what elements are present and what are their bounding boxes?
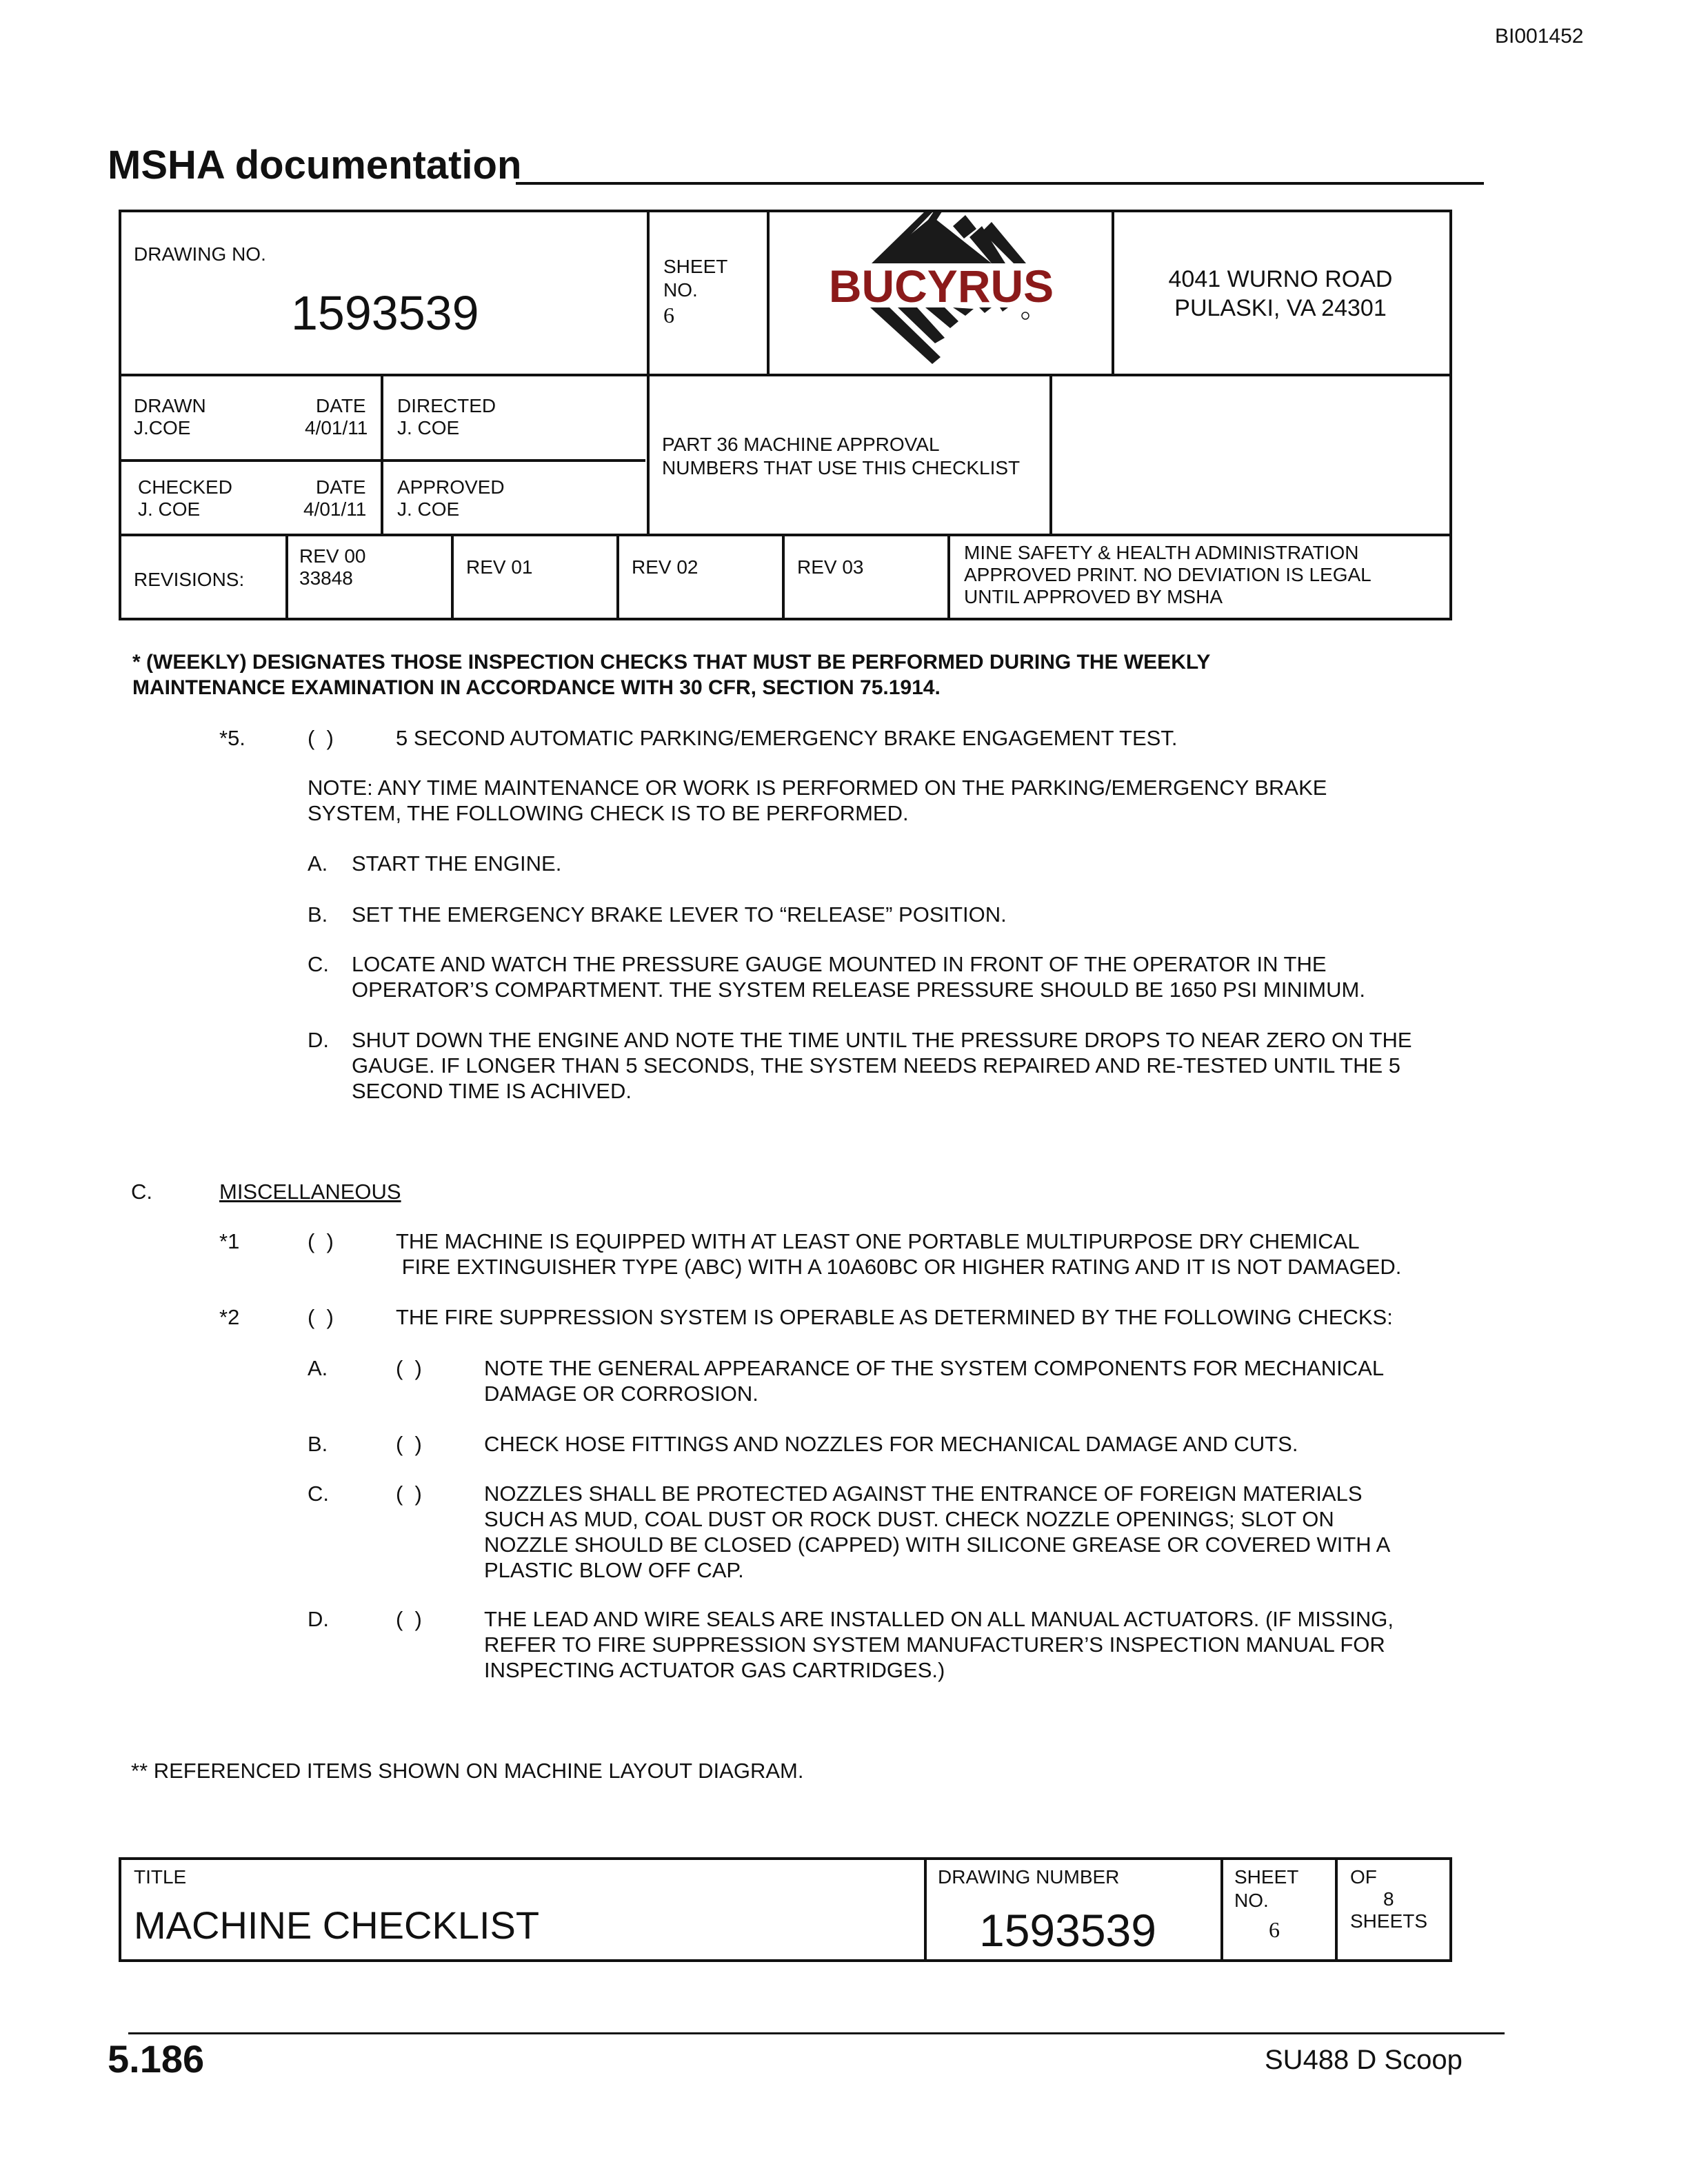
item5-step-d-text: SHUT DOWN THE ENGINE AND NOTE THE TIME UNTIL THE PRESSURE DROPS TO NEAR ZERO ON THE GAUGE. IF LONGER THAN 5 SECONDS, THE SYSTEM NEEDS REPAIRED AND RE-TESTED UNTIL THE 5 SECOND TIME IS ACHIVED.	[352, 1028, 1412, 1103]
logo-wordmark: BUCYRUS	[828, 261, 1054, 312]
header-rule	[516, 182, 1484, 185]
drawing-no-label: DRAWING NO.	[134, 243, 266, 265]
checked-date-label: DATE	[316, 476, 366, 498]
footer-title-block	[119, 1857, 1452, 1962]
footer-sheet-label: SHEET NO.	[1234, 1866, 1299, 1911]
item5-step-a-text: START THE ENGINE.	[352, 851, 562, 876]
item2-number: *2	[219, 1305, 240, 1329]
bucyrus-logo-mark	[772, 212, 1110, 372]
tb-vline-5	[1049, 374, 1052, 535]
item5-number: *5.	[219, 726, 245, 750]
tb-hline-3	[121, 534, 1449, 536]
ftb-vline-1	[924, 1860, 927, 1959]
footer-of-label: OF	[1350, 1866, 1377, 1888]
rev02-label: REV 02	[632, 556, 699, 578]
item2-checkbox[interactable]: ( )	[308, 1305, 334, 1329]
title-block	[119, 210, 1452, 620]
item2-sub-b-letter: B.	[308, 1432, 328, 1456]
item5-step-b-letter: B.	[308, 902, 328, 927]
rev00-label: REV 00	[299, 545, 366, 567]
item1-text: THE MACHINE IS EQUIPPED WITH AT LEAST ONE PORTABLE MULTIPURPOSE DRY CHEMICAL FIRE EXTINGUISHER TYPE (ABC) WITH A 10A60BC OR HIGHER RATING AND IT IS NOT DAMAGED.	[396, 1229, 1402, 1279]
drawn-by: J.COE	[134, 417, 191, 438]
footer-sheets-label: SHEETS	[1350, 1910, 1428, 1932]
checked-label: CHECKED	[138, 476, 232, 498]
tb-vline-10	[947, 534, 950, 620]
item2-sub-c-letter: C.	[308, 1482, 329, 1506]
revisions-label: REVISIONS:	[134, 569, 245, 590]
item2-sub-d-checkbox[interactable]: ( )	[396, 1607, 422, 1631]
drawn-date: 4/01/11	[305, 417, 368, 438]
rev01-label: REV 01	[466, 556, 533, 578]
item2-sub-b-text: CHECK HOSE FITTINGS AND NOZZLES FOR MECHANICAL DAMAGE AND CUTS.	[484, 1432, 1298, 1456]
page-title: MSHA documentation	[108, 143, 522, 188]
checked-date: 4/01/11	[303, 498, 367, 520]
tb-vline-7	[451, 534, 454, 620]
item2-sub-a-letter: A.	[308, 1356, 328, 1380]
item2-sub-b-checkbox[interactable]: ( )	[396, 1432, 422, 1456]
page-number: 5.186	[108, 2037, 205, 2081]
directed-label: DIRECTED	[397, 395, 496, 416]
approved-by: J. COE	[397, 498, 460, 520]
footer-drawing-number-label: DRAWING NUMBER	[938, 1866, 1120, 1888]
footer-title-label: TITLE	[134, 1866, 187, 1888]
sheet-no-value: 6	[663, 303, 674, 327]
tb-hline-2	[121, 459, 645, 462]
item2-sub-c-checkbox[interactable]: ( )	[396, 1482, 422, 1506]
address-line-1: 4041 WURNO ROAD	[1168, 266, 1393, 292]
section-c-letter: C.	[131, 1180, 152, 1204]
tb-vline-6	[285, 534, 288, 620]
section-c-title: MISCELLANEOUS	[219, 1180, 401, 1204]
tb-vline-2	[767, 212, 770, 375]
address-line-2: PULASKI, VA 24301	[1174, 295, 1387, 321]
sheet-no-label: SHEET NO.	[663, 256, 728, 301]
item2-sub-a-checkbox[interactable]: ( )	[396, 1356, 422, 1380]
drawn-label: DRAWN	[134, 395, 206, 416]
reference-note: ** REFERENCED ITEMS SHOWN ON MACHINE LAYOUT DIAGRAM.	[131, 1759, 804, 1783]
item5-step-b-text: SET THE EMERGENCY BRAKE LEVER TO “RELEASE” POSITION.	[352, 902, 1007, 927]
footer-drawing-number: 1593539	[979, 1905, 1156, 1956]
footer-title: MACHINE CHECKLIST	[134, 1903, 540, 1947]
ftb-vline-3	[1335, 1860, 1338, 1959]
item2-sub-d-text: THE LEAD AND WIRE SEALS ARE INSTALLED ON ALL MANUAL ACTUATORS. (IF MISSING, REFER TO FIRE SUPPRESSION SYSTEM MANUFACTURER’S INSPECTION MANUAL FOR INSPECTING ACTUATOR GAS CARTRIDGES.)	[484, 1607, 1394, 1682]
tb-hline-1	[121, 374, 1449, 376]
item2-sub-a-text: NOTE THE GENERAL APPEARANCE OF THE SYSTEM COMPONENTS FOR MECHANICAL DAMAGE OR CORROSION.	[484, 1356, 1385, 1406]
tb-vline-9	[782, 534, 785, 620]
ftb-vline-2	[1220, 1860, 1223, 1959]
item2-sub-d-letter: D.	[308, 1607, 329, 1631]
item1-number: *1	[219, 1229, 240, 1253]
footer-of-value: 8	[1383, 1888, 1394, 1910]
item5-note: NOTE: ANY TIME MAINTENANCE OR WORK IS PERFORMED ON THE PARKING/EMERGENCY BRAKE SYSTEM, THE FOLLOWING CHECK IS TO BE PERFORMED.	[308, 776, 1327, 825]
item5-step-c-text: LOCATE AND WATCH THE PRESSURE GAUGE MOUNTED IN FRONT OF THE OPERATOR IN THE OPERATOR’S COMPARTMENT. THE SYSTEM RELEASE PRESSURE SHOULD BE 1650 PSI MINIMUM.	[352, 952, 1365, 1002]
item5-step-d-letter: D.	[308, 1028, 329, 1052]
approved-label: APPROVED	[397, 476, 505, 498]
item5-text: 5 SECOND AUTOMATIC PARKING/EMERGENCY BRAKE ENGAGEMENT TEST.	[396, 726, 1178, 750]
rev00-value: 33848	[299, 567, 353, 589]
directed-by: J. COE	[397, 417, 460, 438]
item2-text: THE FIRE SUPPRESSION SYSTEM IS OPERABLE AS DETERMINED BY THE FOLLOWING CHECKS:	[396, 1305, 1393, 1329]
document-id: BI001452	[1495, 25, 1584, 48]
item2-sub-c-text: NOZZLES SHALL BE PROTECTED AGAINST THE ENTRANCE OF FOREIGN MATERIALS SUCH AS MUD, COAL DUST OR ROCK DUST. CHECK NOZZLE OPENINGS; SLOT ON NOZZLE SHOULD BE CLOSED (CAPPED) WITH SILICONE GREASE OR COVERED WITH A PLASTIC BLOW OFF CAP.	[484, 1482, 1391, 1582]
footer-rule	[128, 2032, 1505, 2034]
tb-vline-1	[647, 212, 650, 536]
bucyrus-logo	[772, 212, 1110, 372]
part36-label: PART 36 MACHINE APPROVAL NUMBERS THAT USE THIS CHECKLIST	[662, 434, 1021, 478]
tb-vline-4	[381, 374, 383, 535]
msha-approval-notice: MINE SAFETY & HEALTH ADMINISTRATION APPROVED PRINT. NO DEVIATION IS LEGAL UNTIL APPROVED BY MSHA	[964, 542, 1372, 607]
item1-checkbox[interactable]: ( )	[308, 1229, 334, 1253]
machine-model: SU488 D Scoop	[1265, 2045, 1463, 2075]
weekly-notice: * (WEEKLY) DESIGNATES THOSE INSPECTION CHECKS THAT MUST BE PERFORMED DURING THE WEEKLY MAINTENANCE EXAMINATION IN ACCORDANCE WITH 30 CFR, SECTION 75.1914.	[132, 651, 1211, 699]
footer-sheet-no: 6	[1269, 1917, 1280, 1942]
item5-checkbox[interactable]: ( )	[308, 726, 334, 750]
drawn-date-label: DATE	[316, 395, 366, 416]
checked-by: J. COE	[138, 498, 201, 520]
rev03-label: REV 03	[797, 556, 864, 578]
drawing-number: 1593539	[291, 286, 479, 340]
item5-step-a-letter: A.	[308, 851, 328, 876]
tb-vline-8	[616, 534, 619, 620]
item5-step-c-letter: C.	[308, 952, 329, 976]
